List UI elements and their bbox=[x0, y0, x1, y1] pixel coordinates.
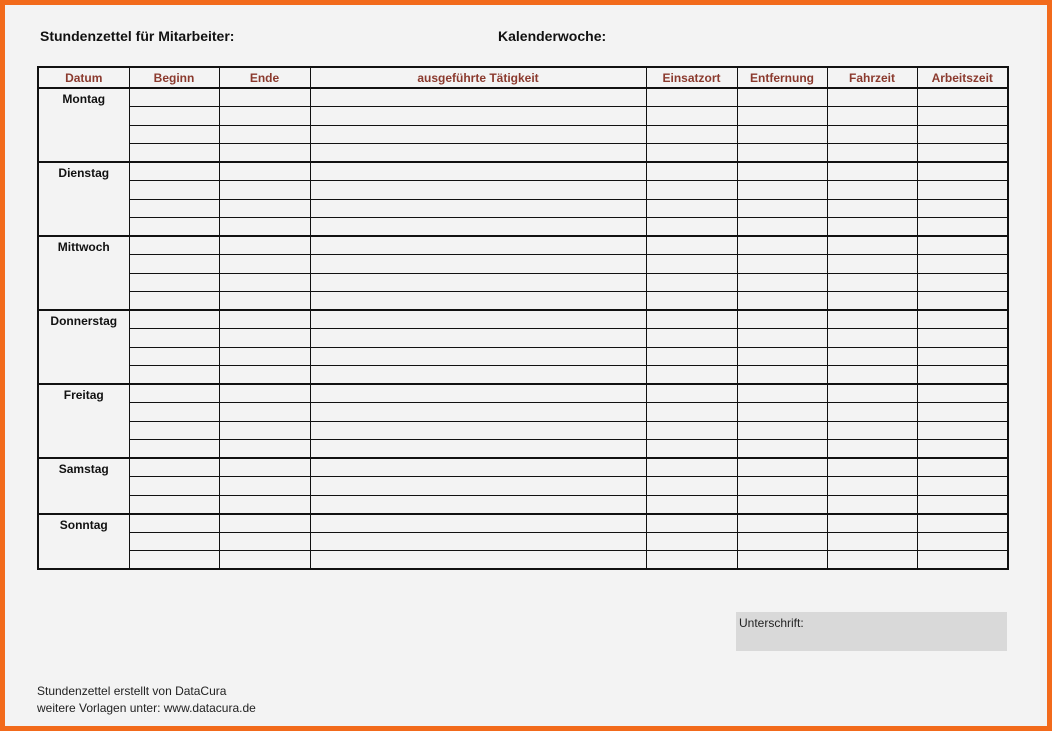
cell-ende[interactable] bbox=[219, 218, 310, 237]
cell-beginn[interactable] bbox=[129, 144, 219, 163]
cell-einsatzort[interactable] bbox=[646, 218, 737, 237]
cell-fahrzeit[interactable] bbox=[827, 144, 917, 163]
cell-ende[interactable] bbox=[219, 181, 310, 200]
day-label: Samstag bbox=[38, 458, 129, 514]
cell-beginn[interactable] bbox=[129, 181, 219, 200]
cell-einsatzort[interactable] bbox=[646, 477, 737, 496]
cell-fahrzeit[interactable] bbox=[827, 440, 917, 459]
cell-arbeitszeit[interactable] bbox=[917, 366, 1008, 385]
cell-taetigkeit[interactable] bbox=[310, 125, 646, 144]
cell-fahrzeit[interactable] bbox=[827, 125, 917, 144]
cell-arbeitszeit[interactable] bbox=[917, 551, 1008, 570]
cell-einsatzort[interactable] bbox=[646, 88, 737, 107]
cell-taetigkeit[interactable] bbox=[310, 347, 646, 366]
table-row bbox=[38, 236, 1008, 255]
cell-arbeitszeit[interactable] bbox=[917, 458, 1008, 477]
cell-arbeitszeit[interactable] bbox=[917, 162, 1008, 181]
cell-entfernung[interactable] bbox=[737, 125, 827, 144]
cell-ende[interactable] bbox=[219, 107, 310, 126]
cell-arbeitszeit[interactable] bbox=[917, 329, 1008, 348]
cell-ende[interactable] bbox=[219, 458, 310, 477]
cell-arbeitszeit[interactable] bbox=[917, 181, 1008, 200]
cell-entfernung[interactable] bbox=[737, 88, 827, 107]
cell-einsatzort[interactable] bbox=[646, 366, 737, 385]
cell-entfernung[interactable] bbox=[737, 273, 827, 292]
cell-entfernung[interactable] bbox=[737, 403, 827, 422]
cell-ende[interactable] bbox=[219, 329, 310, 348]
cell-entfernung[interactable] bbox=[737, 162, 827, 181]
cell-beginn[interactable] bbox=[129, 125, 219, 144]
cell-ende[interactable] bbox=[219, 199, 310, 218]
cell-fahrzeit[interactable] bbox=[827, 236, 917, 255]
cell-beginn[interactable] bbox=[129, 366, 219, 385]
cell-beginn[interactable] bbox=[129, 458, 219, 477]
cell-entfernung[interactable] bbox=[737, 310, 827, 329]
cell-taetigkeit[interactable] bbox=[310, 107, 646, 126]
table-row bbox=[38, 495, 1008, 514]
footer-link[interactable]: weitere Vorlagen unter: www.datacura.de bbox=[37, 701, 256, 715]
cell-taetigkeit[interactable] bbox=[310, 88, 646, 107]
cell-fahrzeit[interactable] bbox=[827, 181, 917, 200]
cell-fahrzeit[interactable] bbox=[827, 347, 917, 366]
cell-taetigkeit[interactable] bbox=[310, 384, 646, 403]
cell-arbeitszeit[interactable] bbox=[917, 384, 1008, 403]
column-header-taetigkeit: ausgeführte Tätigkeit bbox=[310, 67, 646, 88]
cell-einsatzort[interactable] bbox=[646, 181, 737, 200]
column-header-ende: Ende bbox=[219, 67, 310, 88]
cell-einsatzort[interactable] bbox=[646, 347, 737, 366]
cell-einsatzort[interactable] bbox=[646, 421, 737, 440]
cell-fahrzeit[interactable] bbox=[827, 199, 917, 218]
cell-beginn[interactable] bbox=[129, 292, 219, 311]
cell-entfernung[interactable] bbox=[737, 384, 827, 403]
cell-entfernung[interactable] bbox=[737, 347, 827, 366]
cell-taetigkeit[interactable] bbox=[310, 292, 646, 311]
cell-fahrzeit[interactable] bbox=[827, 458, 917, 477]
cell-taetigkeit[interactable] bbox=[310, 458, 646, 477]
cell-beginn[interactable] bbox=[129, 88, 219, 107]
cell-arbeitszeit[interactable] bbox=[917, 255, 1008, 274]
cell-einsatzort[interactable] bbox=[646, 236, 737, 255]
signature-field[interactable] bbox=[736, 612, 1007, 651]
cell-ende[interactable] bbox=[219, 440, 310, 459]
cell-arbeitszeit[interactable] bbox=[917, 310, 1008, 329]
cell-fahrzeit[interactable] bbox=[827, 88, 917, 107]
calendar-week-label: Kalenderwoche: bbox=[498, 28, 607, 44]
cell-arbeitszeit[interactable] bbox=[917, 107, 1008, 126]
cell-einsatzort[interactable] bbox=[646, 162, 737, 181]
cell-arbeitszeit[interactable] bbox=[917, 347, 1008, 366]
cell-entfernung[interactable] bbox=[737, 421, 827, 440]
footer-credit: Stundenzettel erstellt von DataCura bbox=[37, 684, 227, 698]
cell-fahrzeit[interactable] bbox=[827, 218, 917, 237]
day-label: Freitag bbox=[38, 384, 129, 458]
cell-beginn[interactable] bbox=[129, 107, 219, 126]
table-row bbox=[38, 255, 1008, 274]
day-label: Donnerstag bbox=[38, 310, 129, 384]
cell-ende[interactable] bbox=[219, 366, 310, 385]
cell-einsatzort[interactable] bbox=[646, 125, 737, 144]
cell-einsatzort[interactable] bbox=[646, 329, 737, 348]
cell-ende[interactable] bbox=[219, 421, 310, 440]
cell-arbeitszeit[interactable] bbox=[917, 236, 1008, 255]
cell-beginn[interactable] bbox=[129, 495, 219, 514]
cell-ende[interactable] bbox=[219, 236, 310, 255]
table-row bbox=[38, 477, 1008, 496]
cell-fahrzeit[interactable] bbox=[827, 532, 917, 551]
cell-fahrzeit[interactable] bbox=[827, 292, 917, 311]
column-header-beginn: Beginn bbox=[129, 67, 219, 88]
cell-arbeitszeit[interactable] bbox=[917, 273, 1008, 292]
cell-taetigkeit[interactable] bbox=[310, 181, 646, 200]
table-row bbox=[38, 292, 1008, 311]
timesheet-body bbox=[38, 88, 1008, 569]
cell-entfernung[interactable] bbox=[737, 236, 827, 255]
cell-arbeitszeit[interactable] bbox=[917, 292, 1008, 311]
cell-arbeitszeit[interactable] bbox=[917, 421, 1008, 440]
table-row bbox=[38, 125, 1008, 144]
cell-arbeitszeit[interactable] bbox=[917, 514, 1008, 533]
table-row bbox=[38, 366, 1008, 385]
cell-taetigkeit[interactable] bbox=[310, 421, 646, 440]
cell-entfernung[interactable] bbox=[737, 199, 827, 218]
cell-taetigkeit[interactable] bbox=[310, 495, 646, 514]
cell-fahrzeit[interactable] bbox=[827, 366, 917, 385]
table-row bbox=[38, 421, 1008, 440]
cell-taetigkeit[interactable] bbox=[310, 477, 646, 496]
cell-taetigkeit[interactable] bbox=[310, 199, 646, 218]
cell-taetigkeit[interactable] bbox=[310, 144, 646, 163]
cell-fahrzeit[interactable] bbox=[827, 255, 917, 274]
cell-einsatzort[interactable] bbox=[646, 292, 737, 311]
cell-entfernung[interactable] bbox=[737, 292, 827, 311]
cell-einsatzort[interactable] bbox=[646, 310, 737, 329]
table-row bbox=[38, 199, 1008, 218]
table-row bbox=[38, 347, 1008, 366]
cell-fahrzeit[interactable] bbox=[827, 477, 917, 496]
cell-ende[interactable] bbox=[219, 292, 310, 311]
cell-beginn[interactable] bbox=[129, 421, 219, 440]
cell-ende[interactable] bbox=[219, 273, 310, 292]
cell-taetigkeit[interactable] bbox=[310, 403, 646, 422]
cell-beginn[interactable] bbox=[129, 514, 219, 533]
table-row bbox=[38, 310, 1008, 329]
cell-taetigkeit[interactable] bbox=[310, 162, 646, 181]
cell-ende[interactable] bbox=[219, 125, 310, 144]
cell-fahrzeit[interactable] bbox=[827, 384, 917, 403]
cell-entfernung[interactable] bbox=[737, 440, 827, 459]
cell-einsatzort[interactable] bbox=[646, 532, 737, 551]
cell-entfernung[interactable] bbox=[737, 477, 827, 496]
cell-arbeitszeit[interactable] bbox=[917, 403, 1008, 422]
cell-entfernung[interactable] bbox=[737, 255, 827, 274]
table-row bbox=[38, 162, 1008, 181]
cell-beginn[interactable] bbox=[129, 199, 219, 218]
cell-fahrzeit[interactable] bbox=[827, 310, 917, 329]
cell-entfernung[interactable] bbox=[737, 366, 827, 385]
cell-taetigkeit[interactable] bbox=[310, 551, 646, 570]
cell-arbeitszeit[interactable] bbox=[917, 88, 1008, 107]
cell-taetigkeit[interactable] bbox=[310, 366, 646, 385]
cell-beginn[interactable] bbox=[129, 440, 219, 459]
cell-einsatzort[interactable] bbox=[646, 495, 737, 514]
day-label: Mittwoch bbox=[38, 236, 129, 310]
cell-entfernung[interactable] bbox=[737, 218, 827, 237]
cell-taetigkeit[interactable] bbox=[310, 310, 646, 329]
cell-ende[interactable] bbox=[219, 347, 310, 366]
cell-taetigkeit[interactable] bbox=[310, 255, 646, 274]
cell-entfernung[interactable] bbox=[737, 144, 827, 163]
cell-taetigkeit[interactable] bbox=[310, 329, 646, 348]
table-row bbox=[38, 551, 1008, 570]
cell-fahrzeit[interactable] bbox=[827, 162, 917, 181]
sheet-title: Stundenzettel für Mitarbeiter: bbox=[40, 28, 235, 44]
table-row bbox=[38, 144, 1008, 163]
cell-taetigkeit[interactable] bbox=[310, 532, 646, 551]
cell-entfernung[interactable] bbox=[737, 329, 827, 348]
table-row bbox=[38, 273, 1008, 292]
cell-ende[interactable] bbox=[219, 403, 310, 422]
table-row bbox=[38, 329, 1008, 348]
cell-taetigkeit[interactable] bbox=[310, 218, 646, 237]
cell-ende[interactable] bbox=[219, 532, 310, 551]
cell-einsatzort[interactable] bbox=[646, 199, 737, 218]
cell-arbeitszeit[interactable] bbox=[917, 125, 1008, 144]
cell-beginn[interactable] bbox=[129, 273, 219, 292]
cell-taetigkeit[interactable] bbox=[310, 236, 646, 255]
cell-fahrzeit[interactable] bbox=[827, 107, 917, 126]
cell-fahrzeit[interactable] bbox=[827, 421, 917, 440]
column-header-fahrzeit: Fahrzeit bbox=[827, 67, 917, 88]
table-header-row bbox=[38, 67, 1008, 88]
cell-entfernung[interactable] bbox=[737, 551, 827, 570]
cell-einsatzort[interactable] bbox=[646, 384, 737, 403]
table-row bbox=[38, 458, 1008, 477]
cell-arbeitszeit[interactable] bbox=[917, 199, 1008, 218]
cell-einsatzort[interactable] bbox=[646, 440, 737, 459]
cell-ende[interactable] bbox=[219, 514, 310, 533]
cell-fahrzeit[interactable] bbox=[827, 514, 917, 533]
cell-einsatzort[interactable] bbox=[646, 107, 737, 126]
cell-entfernung[interactable] bbox=[737, 107, 827, 126]
cell-ende[interactable] bbox=[219, 495, 310, 514]
cell-beginn[interactable] bbox=[129, 532, 219, 551]
table-row bbox=[38, 403, 1008, 422]
cell-einsatzort[interactable] bbox=[646, 403, 737, 422]
cell-entfernung[interactable] bbox=[737, 514, 827, 533]
cell-fahrzeit[interactable] bbox=[827, 329, 917, 348]
cell-ende[interactable] bbox=[219, 384, 310, 403]
day-label: Montag bbox=[38, 88, 129, 162]
cell-ende[interactable] bbox=[219, 88, 310, 107]
cell-einsatzort[interactable] bbox=[646, 551, 737, 570]
table-row bbox=[38, 514, 1008, 533]
cell-beginn[interactable] bbox=[129, 477, 219, 496]
cell-entfernung[interactable] bbox=[737, 532, 827, 551]
cell-ende[interactable] bbox=[219, 477, 310, 496]
cell-ende[interactable] bbox=[219, 551, 310, 570]
cell-arbeitszeit[interactable] bbox=[917, 495, 1008, 514]
cell-beginn[interactable] bbox=[129, 310, 219, 329]
table-row bbox=[38, 532, 1008, 551]
timesheet-table bbox=[37, 66, 1009, 570]
cell-beginn[interactable] bbox=[129, 403, 219, 422]
table-row bbox=[38, 181, 1008, 200]
signature-label: Unterschrift: bbox=[739, 616, 804, 630]
cell-ende[interactable] bbox=[219, 162, 310, 181]
day-label: Dienstag bbox=[38, 162, 129, 236]
cell-taetigkeit[interactable] bbox=[310, 273, 646, 292]
cell-entfernung[interactable] bbox=[737, 495, 827, 514]
cell-einsatzort[interactable] bbox=[646, 255, 737, 274]
column-header-entfernung: Entfernung bbox=[737, 67, 827, 88]
cell-einsatzort[interactable] bbox=[646, 514, 737, 533]
cell-arbeitszeit[interactable] bbox=[917, 532, 1008, 551]
cell-fahrzeit[interactable] bbox=[827, 495, 917, 514]
cell-arbeitszeit[interactable] bbox=[917, 440, 1008, 459]
cell-ende[interactable] bbox=[219, 144, 310, 163]
cell-taetigkeit[interactable] bbox=[310, 514, 646, 533]
cell-arbeitszeit[interactable] bbox=[917, 144, 1008, 163]
cell-beginn[interactable] bbox=[129, 329, 219, 348]
cell-einsatzort[interactable] bbox=[646, 273, 737, 292]
cell-entfernung[interactable] bbox=[737, 458, 827, 477]
cell-ende[interactable] bbox=[219, 255, 310, 274]
table-row bbox=[38, 440, 1008, 459]
cell-beginn[interactable] bbox=[129, 255, 219, 274]
cell-ende[interactable] bbox=[219, 310, 310, 329]
table-row bbox=[38, 384, 1008, 403]
footer bbox=[37, 683, 256, 717]
cell-taetigkeit[interactable] bbox=[310, 440, 646, 459]
cell-beginn[interactable] bbox=[129, 384, 219, 403]
cell-einsatzort[interactable] bbox=[646, 144, 737, 163]
column-header-einsatzort: Einsatzort bbox=[646, 67, 737, 88]
cell-beginn[interactable] bbox=[129, 551, 219, 570]
cell-beginn[interactable] bbox=[129, 347, 219, 366]
cell-beginn[interactable] bbox=[129, 218, 219, 237]
cell-einsatzort[interactable] bbox=[646, 458, 737, 477]
cell-fahrzeit[interactable] bbox=[827, 273, 917, 292]
table-row bbox=[38, 88, 1008, 107]
cell-beginn[interactable] bbox=[129, 236, 219, 255]
cell-fahrzeit[interactable] bbox=[827, 551, 917, 570]
cell-beginn[interactable] bbox=[129, 162, 219, 181]
column-header-arbeitszeit: Arbeitszeit bbox=[917, 67, 1008, 88]
table-row bbox=[38, 107, 1008, 126]
cell-arbeitszeit[interactable] bbox=[917, 218, 1008, 237]
table-row bbox=[38, 218, 1008, 237]
day-label: Sonntag bbox=[38, 514, 129, 570]
cell-arbeitszeit[interactable] bbox=[917, 477, 1008, 496]
column-header-datum: Datum bbox=[38, 67, 129, 88]
cell-entfernung[interactable] bbox=[737, 181, 827, 200]
cell-fahrzeit[interactable] bbox=[827, 403, 917, 422]
